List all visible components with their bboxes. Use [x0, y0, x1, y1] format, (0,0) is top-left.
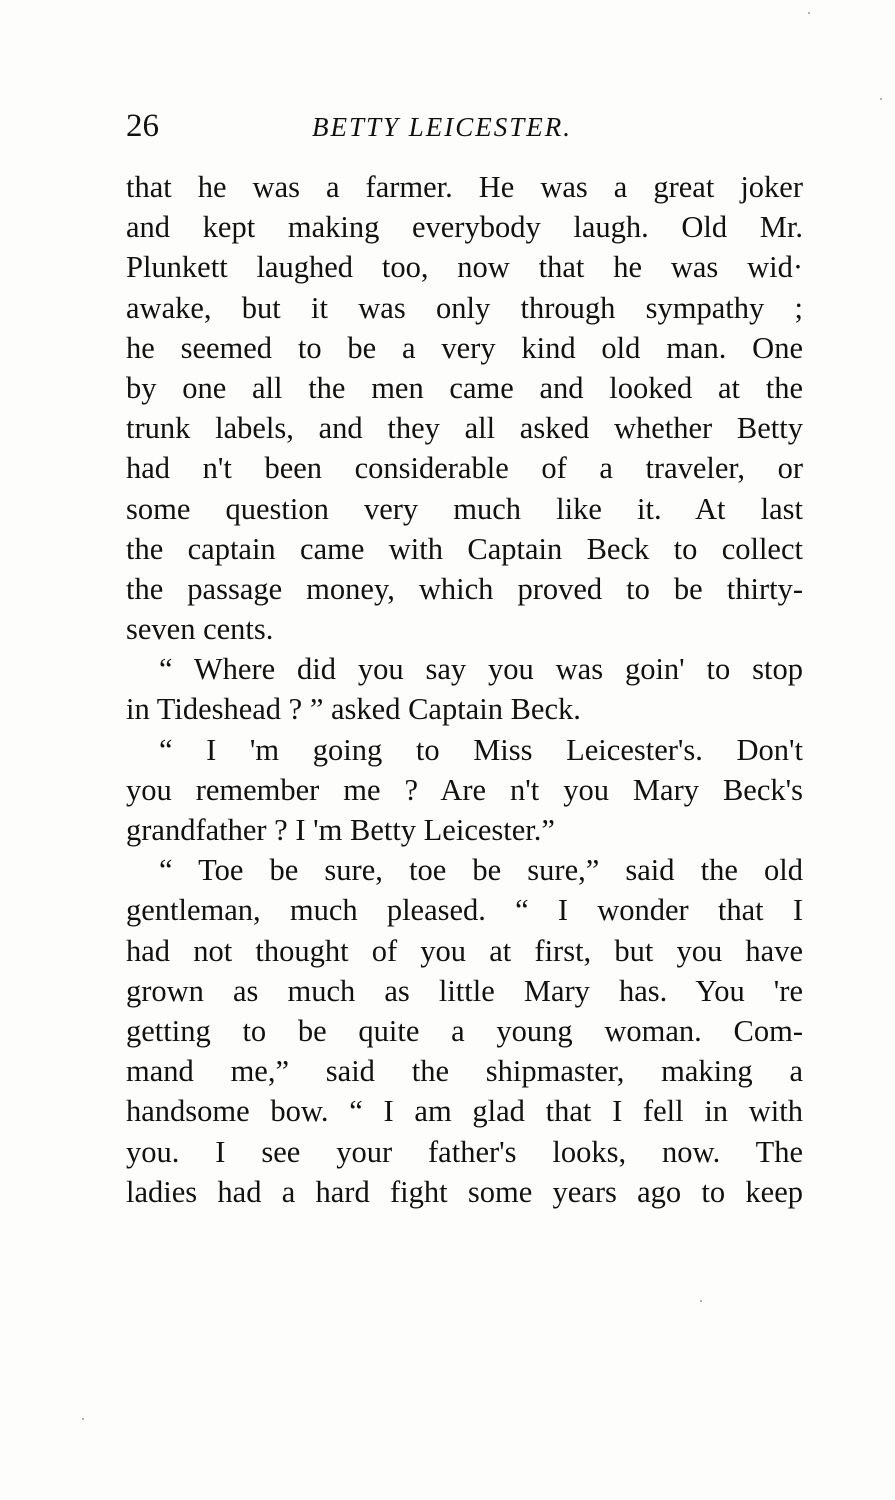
text-line: you remember me ? Are n't you Mary Beck's	[126, 772, 803, 807]
text-line: some question very much like it. At last	[126, 491, 803, 526]
scan-speck	[82, 1418, 84, 1420]
text-line: the passage money, which proved to be thirty-	[126, 571, 803, 606]
text-line: by one all the men came and looked at the	[126, 370, 803, 405]
text-line: had n't been considerable of a traveler, or	[126, 451, 803, 486]
text-line: had not thought of you at first, but you have	[126, 933, 803, 968]
text-line: ladies had a hard fight some years ago to keep	[126, 1174, 803, 1209]
text-line: handsome bow. “ I am glad that I fell in with	[126, 1094, 803, 1129]
text-line: you. I see your father's looks, now. The	[126, 1134, 803, 1169]
text-line: “ Toe be sure, toe be sure,” said the old	[159, 853, 803, 888]
text-line: “ I 'm going to Miss Leicester's. Don't	[159, 732, 803, 767]
text-line: gentleman, much pleased. “ I wonder that I	[126, 893, 803, 928]
text-line: the captain came with Captain Beck to collect	[126, 531, 803, 566]
text-line: mand me,” said the shipmaster, making a	[126, 1054, 803, 1089]
text-line: he seemed to be a very kind old man. One	[126, 330, 803, 365]
text-line: getting to be quite a young woman. Com-	[126, 1013, 803, 1048]
text-line: “ Where did you say you was goin' to stop	[159, 652, 803, 687]
scan-speck	[700, 1300, 702, 1302]
text-line: in Tideshead ? ” asked Captain Beck.	[126, 692, 581, 727]
text-line: grandfather ? I 'm Betty Leicester.”	[126, 813, 555, 847]
page-number: 26	[126, 108, 159, 144]
text-line: that he was a farmer. He was a great joker	[126, 170, 803, 204]
scan-speck	[808, 12, 810, 14]
page-header	[126, 108, 806, 152]
text-line: Plunkett laughed too, now that he was wid·	[126, 250, 803, 285]
running-title: BETTY LEICESTER.	[312, 112, 573, 142]
scan-speck	[880, 98, 882, 100]
text-line: seven cents.	[126, 612, 274, 647]
text-line: trunk labels, and they all asked whether Betty	[126, 411, 803, 446]
text-line: awake, but it was only through sympathy ;	[126, 290, 803, 325]
body-text	[126, 167, 803, 1212]
text-line: and kept making everybody laugh. Old Mr.	[126, 210, 803, 245]
text-line: grown as much as little Mary has. You 're	[126, 973, 803, 1008]
